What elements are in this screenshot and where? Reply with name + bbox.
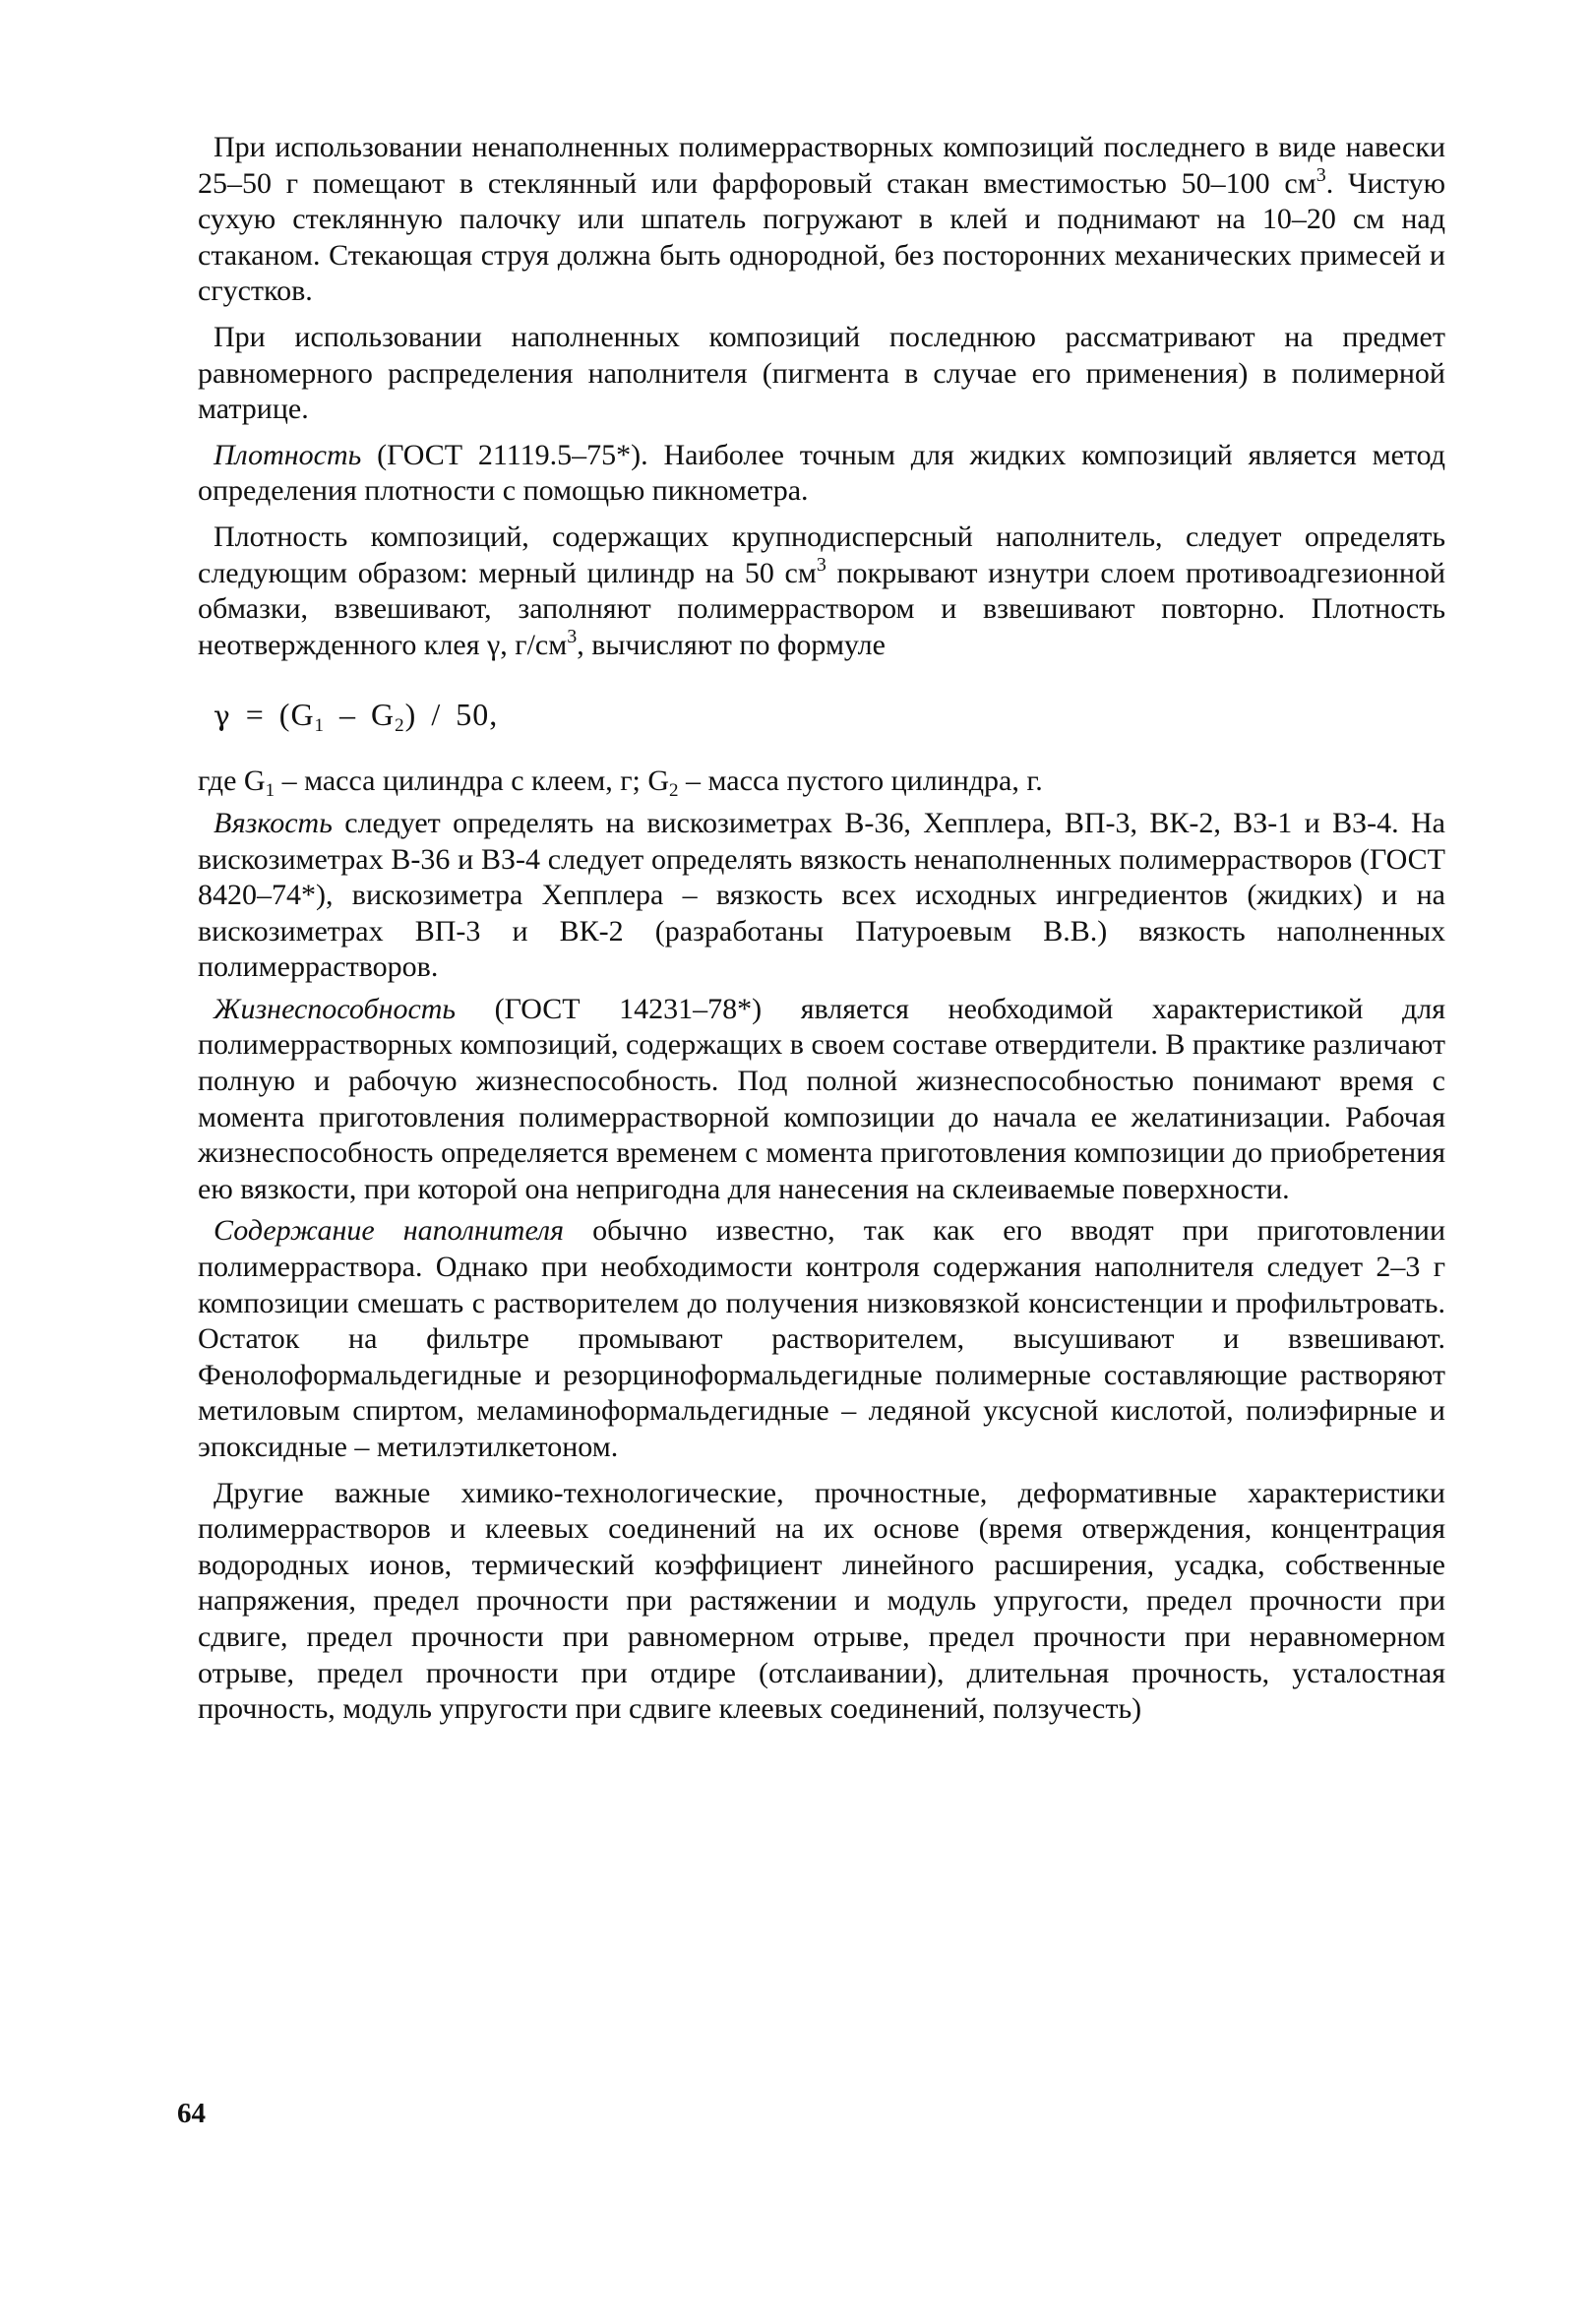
paragraph-filler-content: Содержание наполнителя обычно известно, так как его вводят при приготовлении полимерраствора. Однако при необходимости контроля содержания наполнителя следует 2–3 г композиции смешать с растворителем до получения низковязкой консистенции и профильтровать. Остаток на фильтре промывают растворителем, высушивают и взвешивают. Фенолоформальдегидные и резорциноформальдегидные полимерные составляющие растворяют метиловым спиртом, меламиноформальдегидные – ледяной уксусной кислотой, полиэфирные и эпоксидные – метилэтилкетоном. — [198, 1214, 1445, 1463]
paragraph-density-method: Плотность композиций, содержащих крупнодисперсный наполнитель, следует определять следующим образом: мерный цилиндр на 50 $см^3$ покрывают изнутри слоем противоадгезионной обмазки, взвешивают, заполняют полимерраствором и взвешивают повторно. Плотность неотвержденного клея γ, $г/см^3$, вычисляют по формуле — [198, 520, 1446, 661]
term-viscosity: Вязкость — [214, 806, 333, 839]
density-formula: $\gamma = (G_1 - G_2) / 50$, — [214, 697, 499, 737]
paragraph-other-characteristics: Другие важные химико-технологические, прочностные, деформативные характеристики полимеррастворов и клеевых соединений на их основе (время отверждения, концентрация водородных ионов, термический коэффициент линейного расширения, усадка, собственные напряжения, предел прочности при растяжении и модуль упругости, предел прочности при сдвиге, предел прочности при равномерном отрыве, предел прочности при неравномерном отрыве, предел прочности при отдире (отслаивании), длительная прочность, усталостная прочность, модуль упругости при сдвиге клеевых соединений, ползучесть) — [198, 1476, 1445, 1726]
page-number: 64 — [177, 2098, 206, 2129]
paragraph-filled-compositions: При использовании наполненных композиций последнюю рассматривают на предмет равномерного распределения наполнителя (пигмента в случае его применения) в полимерной матрице. — [198, 320, 1445, 426]
term-density: Плотность — [214, 438, 362, 471]
paragraph-density-intro: Плотность (ГОСТ 21119.5–75*). Наиболее точным для жидких композиций является метод определения плотности с помощью пикнометра. — [198, 438, 1445, 508]
term-filler-content: Содержание наполнителя — [214, 1214, 565, 1248]
paragraph-viscosity: Вязкость следует определять на вискозиметрах В-36, Хепплера, ВП-3, ВК-2, ВЗ-1 и ВЗ-4. На вискозиметрах В-36 и ВЗ-4 следует определять вязкость ненаполненных полимеррастворов (ГОСТ 8420–74*), вискозиметра Хепплера – вязкость всех исходных ингредиентов (жидких) и на вискозиметрах ВП-3 и ВК-2 (разработаны Патуроевым В.В.) вязкость наполненных полимеррастворов. — [198, 806, 1445, 984]
paragraph-pot-life: Жизнеспособность (ГОСТ 14231–78*) является необходимой характеристикой для полимеррастворных композиций, содержащих в своем составе отвердители. В практике различают полную и рабочую жизнеспособность. Под полной жизнеспособностью понимают время с момента приготовления полимеррастворной композиции до начала ее желатинизации. Рабочая жизнеспособность определяется временем с момента приготовления композиции до приобретения ею вязкости, при которой она непригодна для нанесения на склеиваемые поверхности. — [198, 992, 1445, 1205]
page-body — [198, 130, 1445, 1738]
term-pot-life: Жизнеспособность — [214, 992, 457, 1025]
paragraph-mixing-inspection: При использовании ненаполненных полимеррастворных композиций последнего в виде навески 25–50 г помещают в стеклянный или фарфоровый стакан вместимостью 50–100 $см^3$. Чистую сухую стеклянную палочку или шпатель погружают в клей и поднимают на 10–20 см над стаканом. Стекающая струя должна быть однородной, без посторонних механических примесей и сгустков. — [198, 131, 1445, 308]
formula-legend: где $G_1$ – масса цилиндра с клеем, г; $G_2$ – масса пустого цилиндра, г. — [198, 764, 1043, 802]
